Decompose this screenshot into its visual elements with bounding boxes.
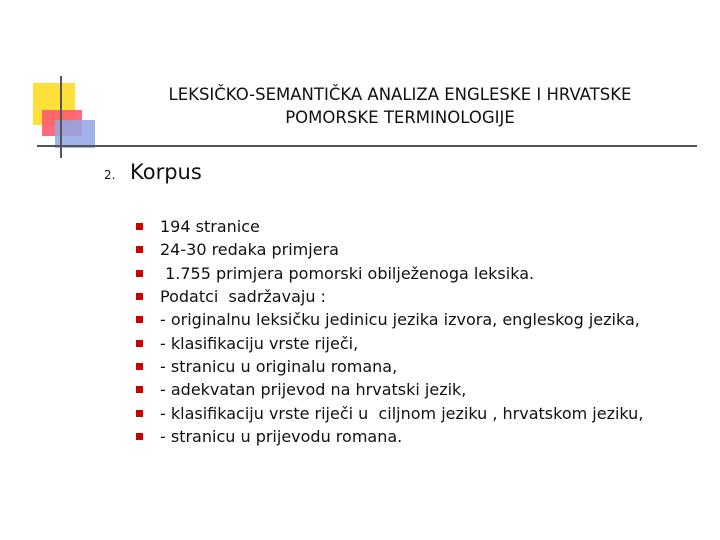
bullet-icon xyxy=(136,410,143,417)
section-heading xyxy=(104,160,202,190)
section-title: Korpus xyxy=(130,160,202,184)
list-item xyxy=(136,331,643,354)
list-item xyxy=(136,238,643,261)
list-item-text: - klasifikaciju vrste riječi u ciljnom jeziku , hrvatskom jeziku, xyxy=(160,403,644,423)
list-item xyxy=(136,378,643,401)
bullet-icon xyxy=(136,316,143,323)
slide-title-line-2: POMORSKE TERMINOLOGIJE xyxy=(285,108,515,127)
bullet-icon xyxy=(136,246,143,253)
list-item xyxy=(136,285,643,308)
list-item xyxy=(136,215,643,238)
list-item-text: - adekvatan prijevod na hrvatski jezik, xyxy=(160,380,467,400)
bullet-icon xyxy=(136,363,143,370)
list-item-text: - klasifikaciju vrste riječi, xyxy=(160,333,359,353)
list-item-text: 194 stranice xyxy=(160,217,260,237)
list-item-text: 24-30 redaka primjera xyxy=(160,240,339,260)
bullet-icon xyxy=(136,433,143,440)
bullet-icon xyxy=(136,223,143,230)
list-item-text: 1.755 primjera pomorski obilježenoga leksika. xyxy=(160,263,535,283)
list-item xyxy=(136,401,643,424)
list-item xyxy=(136,355,643,378)
bullet-icon xyxy=(136,270,143,277)
list-item xyxy=(136,425,643,448)
list-item xyxy=(136,262,643,285)
slide-title-line-1: LEKSIČKO-SEMANTIČKA ANALIZA ENGLESKE I HRVATSKE xyxy=(168,85,632,104)
section-number: 2. xyxy=(104,168,116,182)
bullet-icon xyxy=(136,386,143,393)
bullet-icon xyxy=(136,340,143,347)
slide-title xyxy=(100,83,700,129)
list-item-text: Podatci sadržavaju : xyxy=(160,287,326,307)
list-item-text: - stranicu u originalu romana, xyxy=(160,356,398,376)
list-item-text: - stranicu u prijevodu romana. xyxy=(160,426,403,446)
title-divider-line xyxy=(37,145,697,147)
list-item-text: - originalnu leksičku jedinicu jezika izvora, engleskog jezika, xyxy=(160,310,640,330)
bullet-icon xyxy=(136,293,143,300)
list-item xyxy=(136,308,643,331)
bullet-list xyxy=(136,215,643,448)
